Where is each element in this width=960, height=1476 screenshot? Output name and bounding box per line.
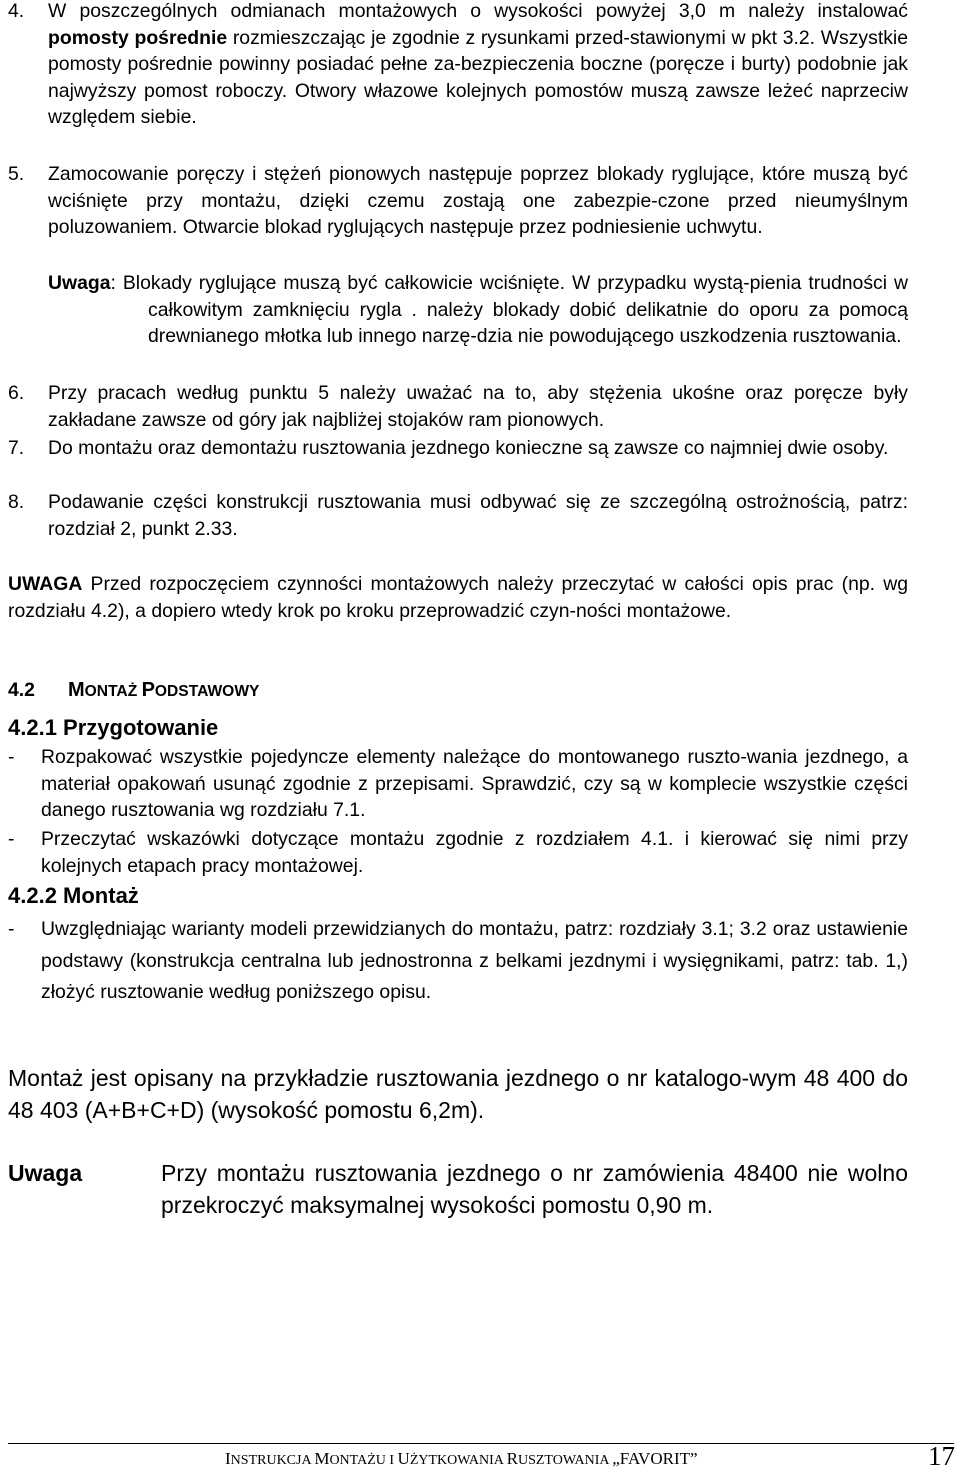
title-cap: P <box>141 679 155 701</box>
list-number: 4. <box>8 0 25 22</box>
list-item-body: Zamocowanie poręczy i stężeń pionowych następuje poprzez blokady ryglujące, które muszą być wciśnięte przy montażu, dzięki czemu zostają one zabezpie-czone przed nieumyślnym poluzowaniem. Otwarcie blokad ryglujących następuje przez podniesienie uchwytu. <box>48 163 908 238</box>
list-number: 8. <box>8 491 25 513</box>
text-run: rozmieszczając je zgodnie z rysunkami przed-stawionymi w pkt 3.2. Wszystkie pomosty pośrednie powinny posiadać pełne za-bezpieczenia boczne (poręcze i burty) podobnie jak najwyższy pomost roboczy. Otwory włazowe kolejnych pomostów muszą zawsze leżeć naprzeciw względem siebie. <box>48 26 908 128</box>
dash-list-item <box>8 744 908 824</box>
footer-smallcaps: USZTOWANIA <box>517 1453 613 1468</box>
title-smallcaps: ODSTAWOWY <box>154 683 260 700</box>
section-heading-4-2-1: 4.2.1 Przygotowanie <box>8 715 219 740</box>
list-number: 5. <box>8 163 25 185</box>
footer-smallcaps: ONTAŻU I <box>329 1453 398 1468</box>
text-run: W poszczególnych odmianach montażowych o wysokości powyżej 3,0 m należy instalować <box>48 0 908 22</box>
list-item-8 <box>8 489 908 542</box>
title-smallcaps: ONTAŻ <box>84 683 142 700</box>
note-text: : Blokady ryglujące muszą być całkowicie wciśnięte. W przypadku wystą-pienia trudności w całkowitym zamknięciu rygla . należy blokady dobić delikatnie do oporu za pomocą drewnianego młotka lub innego narzę-dzia nie powodującego uszkodzenia rusztowania. <box>110 272 908 347</box>
footer-title <box>225 1449 698 1469</box>
footer-brand: „FAVORIT” <box>612 1449 698 1468</box>
footer-cap: M <box>314 1449 330 1468</box>
note-body <box>48 270 908 350</box>
dash-item-text: Uwzględniając warianty modeli przewidzianych do montażu, patrz: rozdziały 3.1; 3.2 oraz ustawienie podstawy (konstrukcja centralna lub jednostronna z belkami jezdnymi i wysięgnikami, patrz: tab. 1,) złożyć rusztowanie według poniższego opisu. <box>41 918 908 1003</box>
title-cap: M <box>68 679 85 701</box>
footer-cap: U <box>397 1449 410 1468</box>
dash-bullet: - <box>8 746 15 768</box>
note-label: Uwaga <box>48 272 111 294</box>
bold-text: pomosty pośrednie <box>48 26 228 49</box>
list-item-body <box>48 0 908 131</box>
list-item-5 <box>8 161 908 241</box>
footer-smallcaps: NSTRUKCJA <box>230 1453 315 1468</box>
footer-cap: R <box>506 1449 518 1468</box>
list-number: 7. <box>8 437 25 459</box>
footer-divider <box>8 1443 954 1444</box>
dash-bullet: - <box>8 918 15 940</box>
section-heading-4-2 <box>8 679 259 702</box>
dash-list-item <box>8 826 908 879</box>
list-item-body: Przy pracach według punktu 5 należy uważać na to, aby stężenia ukośne oraz poręcze były zakładane zawsze od góry jak najbliżej stojaków ram pionowych. <box>48 382 908 431</box>
list-item-7 <box>8 435 908 462</box>
note-label: Uwaga <box>8 1160 83 1186</box>
list-item-body: Do montażu oraz demontażu rusztowania jezdnego konieczne są zawsze co najmniej dwie osoby. <box>48 437 889 459</box>
dash-list-item <box>8 914 908 1009</box>
uwaga-label: UWAGA <box>8 573 83 595</box>
dash-item-text: Rozpakować wszystkie pojedyncze elementy należące do montowanego ruszto-wania jezdnego, a materiał opakowań usunąć zgodnie z przepisami. Sprawdzić, czy są w komplecie wszystkie części danego rusztowania wg rozdziału 7.1. <box>41 746 908 821</box>
note-block <box>8 1157 908 1221</box>
list-item-6 <box>8 380 908 433</box>
footer-cap: I <box>225 1449 231 1468</box>
uwaga-inline-note <box>48 270 908 350</box>
list-item-4 <box>8 0 908 131</box>
section-heading-4-2-2: 4.2.2 Montaż <box>8 883 139 908</box>
uwaga-text: Przed rozpoczęciem czynności montażowych należy przeczytać w całości opis prac (np. wg rozdziału 4.2), a dopiero wtedy krok po kroku przeprowadzić czyn-ności montażowe. <box>8 573 908 622</box>
dash-bullet: - <box>8 828 15 850</box>
section-number: 4.2 <box>8 679 35 701</box>
list-number: 6. <box>8 382 25 404</box>
uwaga-paragraph <box>8 571 908 624</box>
dash-item-text: Przeczytać wskazówki dotyczące montażu zgodnie z rozdziałem 4.1. i kierować się nimi przy kolejnych etapach pracy montażowej. <box>41 828 908 877</box>
page-number: 17 <box>928 1441 955 1471</box>
list-item-body: Podawanie części konstrukcji rusztowania musi odbywać się ze szczególną ostrożnością, patrz: rozdział 2, punkt 2.33. <box>48 491 908 540</box>
footer-smallcaps: ŻYTKOWANIA <box>409 1453 507 1468</box>
montage-description: Montaż jest opisany na przykładzie rusztowania jezdnego o nr katalogo-wym 48 400 do 48 403 (A+B+C+D) (wysokość pomostu 6,2m). <box>8 1065 908 1123</box>
note-text: Przy montażu rusztowania jezdnego o nr zamówienia 48400 nie wolno przekroczyć maksymalnej wysokości pomostu 0,90 m. <box>161 1160 908 1218</box>
